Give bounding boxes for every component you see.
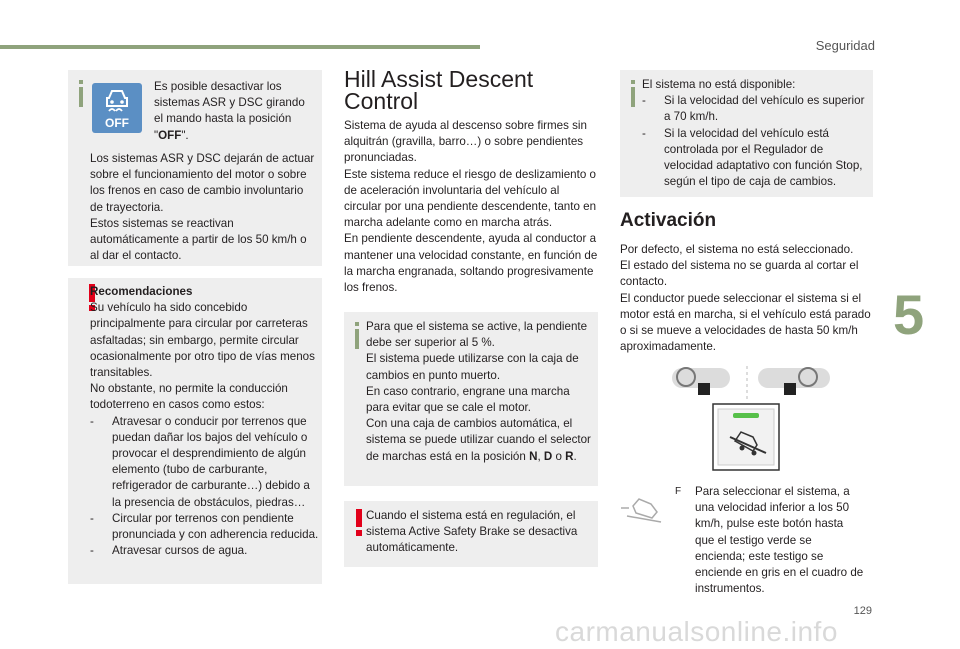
warning-content — [90, 284, 320, 559]
page-number: 129 — [853, 605, 872, 617]
hadc-button-icon — [713, 404, 779, 470]
info-text-main: Para que el sistema se active, la pendiente debe ser superior al 5 %. El sistema puede utilizarse con la caja de cambios en punto muerto. En caso contrario, engrane una marcha para evitar que se cale el motor. Con una caja de cambios automática, el sistema se puede utilizar cuando el selector de marchas está en la posición — [366, 320, 591, 463]
list-item: - Atravesar o conducir por terrenos que puedan dañar los bajos del vehículo o provocar el desprendimiento de algún elemento (tubo de carburante, refrigerador de carburante…) debido a la presencia de obstáculos, piedras… — [90, 414, 320, 511]
info-title: El sistema no está disponible: — [642, 78, 796, 91]
dashboard-button-illustration — [668, 364, 838, 472]
warning-box-recomendaciones — [68, 278, 322, 584]
info-text-part1: Es posible desactivar los sistemas ASR y DSC girando el mando hasta la posición " — [154, 80, 305, 142]
header-accent-bar — [0, 45, 480, 49]
gear-d: D — [543, 449, 553, 463]
info-box-asr-dsc — [68, 70, 322, 266]
list-item: - Si la velocidad del vehículo está controlada por el Regulador de velocidad adaptativo con función Stop, según el tipo de caja de cambios. — [642, 126, 870, 191]
step-text: Para seleccionar el sistema, a una velocidad inferior a los 50 km/h, pulse este botón hasta que el testigo verde se encienda; este testigo se enciende en gris en el cuadro de instrumentos. — [695, 485, 864, 596]
hadc-indicator-icon — [619, 494, 665, 524]
info-box-unavailable — [620, 70, 873, 197]
asr-off-icon — [92, 83, 142, 133]
gear-n: N — [529, 449, 538, 463]
info-icon — [355, 329, 359, 349]
gear-separator: , — [537, 449, 544, 463]
info-content — [642, 77, 870, 190]
hadc-paragraph: Sistema de ayuda al descenso sobre firmes sin alquitrán (gravilla, barro…) o sobre pendientes pronunciadas. Este sistema reduce el riesgo de deslizamiento o de aceleración involuntaria del vehículo al circular por una pendiente descendente, tanto en marcha adelante como en marcha atrás. En pendiente descendente, ayuda al conductor a mantener una velocidad constante, en función de la marcha engranada, soltando progresivamente los frenos. — [344, 119, 598, 295]
list-item: - Circular por terrenos con pendiente pronunciada y con adherencia reducida. — [90, 511, 320, 543]
asr-paragraph: Los sistemas ASR y DSC dejarán de actuar sobre el funcionamiento del motor o sobre los frenos en caso de cambio involuntario de trayectoria. Estos sistemas se reactivan automáticamente a partir de los 50 km/h o al dar el contacto. — [90, 152, 315, 263]
chapter-number: 5 — [893, 283, 925, 346]
off-label: OFF — [105, 116, 129, 130]
info-text — [154, 79, 314, 144]
section-title: Seguridad — [815, 38, 875, 53]
warning-text: Cuando el sistema está en regulación, el sistema Active Safety Brake se desactiva automáticamente. — [366, 509, 578, 555]
section-heading-hadc: Hill Assist Descent Control — [344, 66, 534, 114]
steering-wheel-right-icon — [758, 368, 830, 395]
info-box-activation-conditions — [344, 312, 598, 486]
info-text-end: . — [573, 449, 577, 463]
info-icon-dot — [355, 322, 359, 326]
warning-box-asb — [344, 501, 598, 567]
info-text — [366, 319, 596, 465]
section-heading-activacion: Activación — [620, 210, 717, 231]
warning-list — [90, 414, 320, 560]
info-icon-dot — [79, 80, 83, 84]
list-item: - Atravesar cursos de agua. — [90, 543, 320, 559]
warning-title: Recomendaciones — [90, 285, 193, 298]
gear-r: R — [565, 449, 574, 463]
watermark: carmanualsonline.info — [555, 616, 838, 647]
info-icon — [79, 87, 83, 107]
info-icon-dot — [631, 80, 635, 84]
info-list — [642, 93, 870, 190]
info-text-part2: ". — [181, 128, 189, 142]
info-icon — [631, 87, 635, 107]
steering-wheel-left-icon — [672, 368, 730, 395]
activacion-paragraph: Por defecto, el sistema no está seleccionado. El estado del sistema no se guarda al cortar el contacto. El conductor puede seleccionar el sistema si el motor está en marcha, si el vehículo está parado o si se mueve a velocidades de hasta 50 km/h aproximadamente. — [620, 243, 871, 354]
warning-text: Su vehículo ha sido concebido principalmente para circular por carreteras asfaltadas; sin embargo, permite circular ocasionalmente por otro tipo de vías menos transitables. No obstante, no permite la conducción todoterreno en casos como estos: — [90, 301, 315, 412]
info-text-bold: OFF — [158, 128, 182, 142]
gear-separator: o — [552, 449, 566, 463]
step-marker: F — [675, 486, 682, 497]
list-item: - Si la velocidad del vehículo es superior a 70 km/h. — [642, 93, 870, 125]
warning-icon — [352, 509, 366, 537]
